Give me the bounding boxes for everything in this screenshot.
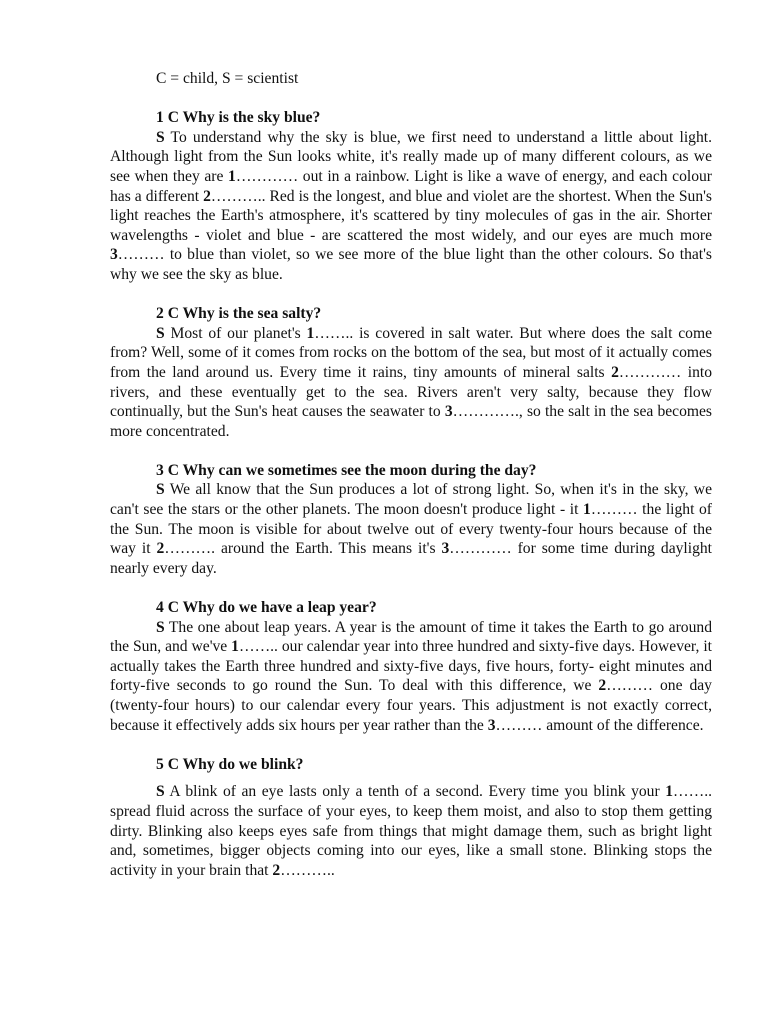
answer-text: A blink of an eye lasts only a tenth of a second. Every time you blink your (164, 783, 666, 801)
question-1: 1 C Why is the sky blue? (156, 109, 321, 127)
question-5: 5 C Why do we blink? (156, 755, 304, 773)
question-3: 3 C Why can we sometimes see the moon during the day? (156, 461, 537, 479)
answer-text: ……… one day (twenty-four hours) to our calendar every four years. This adjustment is not exactly correct, because it effectively adds six hours per year rather than the (110, 677, 712, 734)
gap-number: 2 (598, 677, 607, 695)
gap-number: 2 (156, 540, 165, 558)
answer-text: ………. around the Earth. This means it's (164, 540, 442, 558)
gap-number: 1 (306, 324, 315, 342)
answer-1 (110, 128, 712, 285)
answer-3 (110, 480, 712, 578)
gap-number: 3 (441, 540, 450, 558)
answer-text: ……….. Red is the longest, and blue and violet are the shortest. When the Sun's light reaches the Earth's atmosphere, it's scattered by tiny molecules of gas in the air. Shorter wavelengths - violet and blue - are scattered the most widely, and our eyes are much more (110, 187, 712, 244)
legend: C = child, S = scientist (156, 70, 299, 87)
answer-text: …………., so the salt in the sea becomes more concentrated. (110, 403, 712, 440)
answer-text: ………… for some time during daylight nearly every day. (110, 540, 713, 577)
gap-number: 2 (272, 861, 281, 879)
answer-text: …….. is covered in salt water. But where does the salt come from? Well, some of it comes from rocks on the bottom of the sea, but most of it actually comes from the land around us. Every time it rains, tiny amounts of mineral salts (110, 324, 712, 381)
gap-number: 1 (231, 638, 239, 656)
gap-number: 1 (583, 501, 591, 519)
answer-text: Most of our planet's (164, 324, 307, 342)
answer-5 (110, 782, 712, 880)
answer-text: ……… to blue than violet, so we see more of the blue light than the other colours. So that's why we see the sky as blue. (110, 246, 712, 283)
answer-text: ……… amount of the difference. (495, 716, 704, 734)
gap-number: 2 (203, 187, 211, 205)
answer-text: ………… into rivers, and these eventually get to the sea. Rivers aren't very salty, because they flow continually, but the Sun's heat causes the seawater to (110, 363, 712, 421)
answer-text: We all know that the Sun produces a lot of strong light. So, when it's in the sky, we can't see the stars or the other planets. The moon doesn't produce light - it (110, 481, 712, 519)
gap-number: 3 (444, 403, 453, 421)
speaker-label: S (156, 783, 165, 801)
answer-text: …….. our calendar year into three hundred and sixty-five days. However, it actually takes the Earth three hundred and sixty-five days, five hours, forty- eight minutes and forty-five seconds to go round the Sun. To deal with this difference, we (110, 638, 712, 695)
answer-text: To understand why the sky is blue, we first need to understand a little about light. Although light from the Sun looks white, it's really made up of many different colours, as we see when they are (110, 128, 712, 185)
gap-number: 3 (487, 716, 496, 734)
question-4: 4 C Why do we have a leap year? (156, 599, 377, 617)
gap-number: 1 (228, 167, 236, 185)
answer-text: …….. spread fluid across the surface of your eyes, to keep them moist, and also to stop them getting dirty. Blinking also keeps eyes safe from things that might damage them, such as bright light and, sometimes, bigger objects coming into our eyes, like a small stone. Blinking stops the activity in your brain that (110, 783, 712, 879)
answer-text: The one about leap years. A year is the amount of time it takes the Earth to go around the Sun, and we've (110, 618, 712, 656)
gap-number: 1 (665, 783, 674, 801)
worksheet-page (110, 69, 712, 900)
gap-number: 2 (611, 363, 619, 381)
answer-text: ……… the light of the Sun. The moon is visible for about twelve out of every twenty-four hours because of the way it (110, 501, 712, 558)
answer-text: ……….. (280, 861, 335, 879)
answer-4 (110, 618, 712, 736)
speaker-label: S (156, 618, 165, 636)
speaker-label: S (156, 481, 165, 499)
speaker-label: S (156, 324, 165, 342)
answer-2 (110, 324, 712, 442)
question-2: 2 C Why is the sea salty? (156, 305, 322, 323)
gap-number: 3 (110, 246, 118, 264)
answer-text: ………… out in a rainbow. Light is like a wave of energy, and each colour has a different (110, 167, 712, 205)
speaker-label: S (156, 128, 165, 146)
